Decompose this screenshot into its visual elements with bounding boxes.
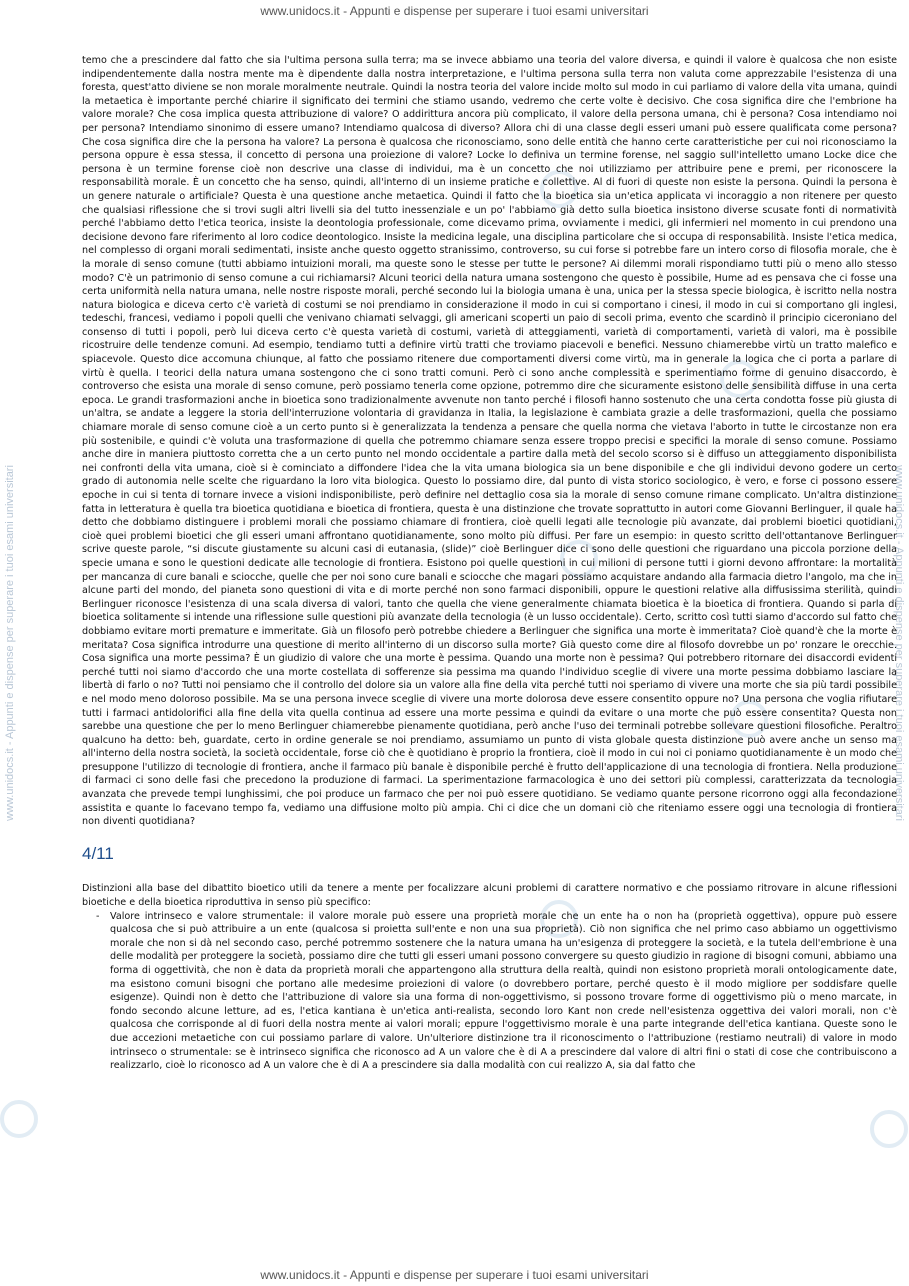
right-side-watermark: www.unidocs.it - Appunti e dispense per superare i tuoi esami universitari [893,465,905,821]
section-number: 4/11 [82,843,114,863]
list-item-text: Valore intrinseco e valore strumentale: il valore morale può essere una proprietà morale che un ente ha o non ha (proprietà oggettiva), oppure può essere qualcosa che si può attribuire a un ente (qualcosa si proietta sull'ente e non una sua proprietà). Ciò non significa che nel primo caso abbiamo un oggettivismo morale che non si dà nel secondo caso, perché potremmo sostenere che la natura umana ha un'esigenza di proteggere la società, e la tutela dell'embrione è una delle modalità per proteggere la società, possiamo dire che tutti gli esseri umani possono convergere su questo giudizio in ragione di bisogni comuni, abbiamo una forma di oggettività, che non è data da proprietà morali che appartengono alla struttura della realtà, quindi non esistono proprietà morali ontologicamente date, ma esistono comuni bisogni che portano alle medesime proiezioni di valore (o dovrebbero portare, perché questo è il modo migliore per soddisfare quelle esigenze). Quindi non è detto che l'attribuzione di valore sia una forma di non-oggettivismo, si possono trovare forme di oggettivismo più o meno marcate, in fondo secondo alcune letture, ad es, l'etica kantiana è un'etica anti-realista, secondo loro Kant non crede nell'esistenza oggettiva dei valori morali, non c'è qualcosa che corrisponde al di fuori della nostra mente ai valori morali; eppure l'oggettivismo morale è una parte integrande dell'etica kantiana. Queste sono le due accezioni metaetiche con cui possiamo parlare di valore. Un'ulteriore distinzione tra il riconoscimento o l'attribuzione (restiamo neutrali) di valore in modo intrinseco o strumentale: se è intrinseco significa che riconosco ad A un valore che è di A a prescindere dal valore di altri fini o stati di cose che contribuiscono a realizzarlo, cioè lo riconosco ad A un valore che è di A a prescindere sia dalla modalità con cui realizzo A, sia dal fatto che [110,910,897,1072]
section-intro: Distinzioni alla base del dibattito bioetico utili da tenere a mente per focalizzare alcuni problemi di carattere normativo e che possiamo ritrovare in alcune riflessioni bioetiche e della bioetica riproduttiva in senso più specifico: [82,883,897,909]
page-header-watermark: www.unidocs.it - Appunti e dispense per superare i tuoi esami universitari [260,4,649,18]
body-paragraph: temo che a prescindere dal fatto che sia l'ultima persona sulla terra; ma se invece abbiamo una teoria del valore diversa, e quindi il valore è qualcosa che non esiste indipendentemente dalla nostra mente ma è dipendente dalla nostra interpretazione, e l'ultima persona sulla terra non valuta come apprezzabile l'esistenza di una foresta, quest'atto diviene se non morale moralmente neutrale. Quindi la nostra teoria del valore incide molto sul modo in cui parliamo di valore della vita umana, quindi la metaetica è importante perché chiarire il significato dei termini che stiamo usando, vedremo che certe volte è decisivo. Che cosa significa dire che l'embrione ha valore morale? Che cosa implica questa attribuzione di valore? O addirittura ancora più complicato, il valore della persona umana, chi è persona? Cosa intendiamo noi per persona? Intendiamo sinonimo di essere umano? Intendiamo qualcosa di diverso? Allora chi di una classe degli esseri umani può essere qualificata come persona? Che cosa significa dire che la persona ha valore? La persona è qualcosa che riconosciamo, sono delle entità che hanno certe caratteristiche per cui noi riconosciamo la persona oppure è essa stessa, il concetto di persona una proiezione di valore? Locke lo definiva un termine forense, nel saggio sull'intelletto umano Locke dice che persona è un termine forense cioè non descrive una classe di individui, ma è un concetto che noi utilizziamo per attribuire pene e premi, per riconoscere la responsabilità morale. È un concetto che ha senso, quindi, all'interno di un insieme pratiche e collettive. Al di fuori di queste non esiste la persona. Quindi la persona è un genere naturale o artificiale? Questa è una questione anche metaetica. Quindi il fatto che la bioetica sia un'etica applicata vi incoraggio a non ritenere per questo che qualsiasi riflessione che si trovi sugli altri livelli sia del tutto inessenziale e un po' l'abbiamo già detto sulla bioetica insistono diverse scusate fonti di normatività perché l'abbiamo detto l'etica teorica, insiste la deontologia professionale, come dicevamo prima, ovviamente i medici, gli infermieri nel momento in cui prendono una decisione devono fare riferimento al loro codice deontologico. Insiste la medicina legale, una disciplina particolare che si occupa di responsabilità. Insiste l'etica medica, nel complesso di organi morali sedimentati, insiste anche questo oggetto stranissimo, controverso, su cui forse si potrebbe fare un intero corso di filosofia morale, che è la morale di senso comune (tutti abbiamo intuizioni morali, ma queste sono le stesse per tutte le persone? Ai dilemmi morali rispondiamo tutti più o meno allo stesso modo? C'è un patrimonio di senso comune a cui richiamarsi? Alcuni teorici della natura umana sostengono che questo è possibile, Hume ad es pensava che ci fosse una certa uniformità nella natura umana, nelle nostre risposte morali, perché secondo lui la biologia umana è una, unica per la stessa specie biologica, è iscritto nella nostra natura biologica e diceva certo c'è varietà di costumi se noi prendiamo in considerazione il modo in cui si comportano i cinesi, il modo in cui si comportano gli inglesi, tedeschi, francesi, vediamo i popoli quelli che venivano chiamati selvaggi, gli americani scoperti un paio di secoli prima, evento che scardinò il principio ciceroniano del consenso di tutti i popoli, però lui diceva certo c'è questa varietà di costumi, varietà di atteggiamenti, varietà di comportamenti, varietà di valori, ma è possibile ricostruire delle tendenze comuni. Ad esempio, tendiamo tutti a definire virtù tratti che troviamo piacevoli e benefici. Nessuno chiamerebbe virtù un tratto malefico e spiacevole. Questo dice accomuna chiunque, al fatto che possiamo ritenere due comportamenti diversi come virtù, ma in generale la logica che ci porta a parlare di virtù è quella. I teorici della natura umana sostengono che ci sono tratti comuni. Però ci sono anche complessità e sperimentiamo forme di genuino disaccordo, è controverso che esista una morale di senso comune, però possiamo tenerla come opzione, potremmo dire che sicuramente esistono delle sensibilità diffuse in una certa epoca. Le grandi trasformazioni anche in bioetica sono tradizionalmente avvenute non tanto perché i filosofi hanno sostenuto che una certa condotta fosse più giusta di un'altra, se andate a leggere la storia dell'interruzione volontaria di gravidanza in Italia, la legislazione è cambiata grazie a delle trasformazioni, quella che possiamo chiamare morale di senso comune cioè a un certo punto si è generalizzata la tendenza a pensare che quella norma che vietava l'aborto in tutte le circostanze non era più sostenibile, e quindi c'è voluta una trasformazione di quella che potremmo chiamare senza essere troppo precisi e specifici la morale di senso comune. Possiamo anche dire in maniera piuttosto corretta che a un certo punto nel mondo occidentale a partire dalla metà del secolo scorso si è diffuso un atteggiamento disponibilista nei confronti della vita umana, cioè si è cominciato a diffondere l'idea che la vita umana biologica sia un bene disponibile e che gli individui devono godere un certo grado di autonomia nelle scelte che riguardano la loro vita biologica. Questo lo possiamo dire, dal punto di vista storico sociologico, è vero, e forse ci possono essere epoche in cui si tenta di tornare invece a visioni indisponibiliste, però definire nel dettaglio cosa sia la morale di senso comune rimane complicato. Un'altra distinzione fatta in letteratura è quella tra bioetica quotidiana e bioetica di frontiera, questa è una distinzione che trovate soprattutto in autori come Giovanni Berlinguer, il quale ha detto che dobbiamo distinguere i problemi morali che possiamo chiamare di frontiera, cioè quelli legati alle tecnologie più avanzate, dai problemi bioetici quotidiani, cioè quei problemi bioetici che gli esseri umani affrontano quotidianamente, sono molto più diffusi. Per fare un esempio: in questo scritto dell'ottantanove Berlinguer scrive queste parole, “si discute giustamente su alcuni casi di eutanasia, (slide)” cioè Berlinguer dice ci sono delle questioni che riguardano una piccola porzione della specie umana e sono le questioni dedicate alle tecnologie di frontiera. Esistono poi quelle questioni in cui milioni di persone tutti i giorni devono affrontare: la mortalità per mancanza di cure banali e sciocche, quelle che per noi sono cure banali e sciocche che magari possiamo acquistare andando alla farmacia dietro l'angolo, ma che in alcune parti del mondo, del pianeta sono questioni di vita e di morte perché non sono farmaci disponibili, oppure le questioni relative alla diffusissima sterilità, quindi Berlinguer riconosce l'esistenza di una scala diversa di valori, tanto che quella che viene generalmente chiamata bioetica è la bioetica di frontiera. Quando si parla di bioetica solitamente si intende una riflessione sulle questioni più avanzate della tecnologia (è un lusso occidentale). Certo, scritto così tutti siamo d'accordo sul fatto che dobbiamo evitare morti premature e immeritate. Già un filosofo però potrebbe chiedere a Berlinguer che significa una morte è immeritata? Cioè quand'è che la morte è meritata? Cosa significa introdurre una questione di merito all'interno di un discorso sulla morte? Già questo come dire al filosofo dovrebbe un po' ronzare le orecchie. Cosa significa una morte pessima? È un giudizio di valore che una morte è pessima. Quando una morte non è pessima? Qui potrebbero ritornare dei disaccordi evidenti perché tutti noi siamo d'accordo che una morte costellata di sofferenze sia pessima ma quando l'individuo sceglie di vivere una morte pessima dobbiamo lasciare la libertà di farlo o no? Tutti noi pensiamo che il controllo del dolore sia un valore alla fine della vita perché tutti noi speriamo di vivere una morte che sia più tardi possibile e nel modo meno doloroso possibile. Ma se una persona invece sceglie di vivere una morte dolorosa deve essere consentito oppure no? Una persona che voglia rifiutare tutti i farmaci antidolorifici alla fine della vita quella continua ad essere una morte pessima e quindi da evitare o una morte che può essere consentita? Questa non sarebbe una questione che per lo meno Berlinguer chiamerebbe pienamente quotidiana, però anche l'uso dei terminali potrebbe sollevare questioni filosofiche. Peraltro qualcuno ha detto: beh, guardate, certo in ordine generale se noi prendiamo, assumiamo un punto di vista globale questa distinzione può avere anche un senso ma all'interno della nostra società, la società occidentale, forse ciò che è quotidiano è proprio la frontiera, cioè il modo in cui noi ci poniamo quotidianamente è un modo che presuppone l'utilizzo di tecnologie di frontiera, anche il farmaco più banale è disponibile perché è frutto dell'applicazione di una tecnologia di frontiera. Nella produzione di farmaci ci sono delle fasi che precedono la produzione di farmaci. La sperimentazione farmacologica è uno dei settori più complessi, caratterizzata da tecnologia avanzata che prevede tempi lunghissimi, che poi produce un farmaco che per noi può essere quotidiano. Se vediamo quante persone ricorrono oggi alla fecondazione assistita e quante lo facevano tempo fa, vediamo una diffusione molto più ampia. Chi ci dice che un domani ciò che riteniamo essere oggi una tecnologia di frontiera non diventi quotidiana? [82,55,897,828]
left-side-watermark: www.unidocs.it - Appunti e dispense per superare i tuoi esami universitari [4,465,16,821]
page-footer-watermark: www.unidocs.it - Appunti e dispense per superare i tuoi esami universitari [260,1268,649,1282]
bullet-dash-icon: - [96,910,100,922]
watermark-logo-icon [870,1110,908,1148]
watermark-logo-icon [0,1100,38,1138]
document-body [82,54,897,1073]
list-item [82,910,897,1073]
